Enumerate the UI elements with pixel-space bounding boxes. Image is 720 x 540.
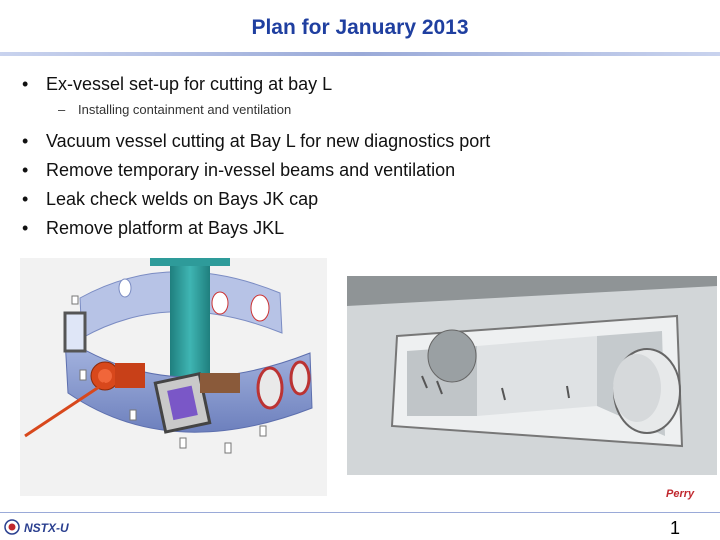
port-cutout-image <box>347 276 717 475</box>
bullet-marker: • <box>22 218 29 238</box>
bullet-marker: • <box>22 160 29 180</box>
bullet-marker: • <box>22 189 29 209</box>
title-divider <box>0 52 720 56</box>
sub-bullet-marker: – <box>58 102 66 117</box>
bullet-text: Leak check welds on Bays JK cap <box>46 189 319 209</box>
port-cutout-drawing <box>347 276 717 475</box>
page-number: 1 <box>670 518 681 538</box>
vessel-cad-drawing <box>20 258 327 496</box>
sub-bullet-text: Installing containment and ventilation <box>78 102 292 117</box>
nstx-logo-icon <box>4 519 20 535</box>
bullet-item <box>22 185 702 214</box>
bullet-item <box>22 156 702 185</box>
vessel-cad-image <box>20 258 327 496</box>
slide-title: Plan for January 2013 <box>251 16 469 39</box>
bullet-marker: • <box>22 131 29 151</box>
bullet-item <box>22 72 702 96</box>
footer-divider <box>0 512 720 513</box>
bullet-text: Vacuum vessel cutting at Bay L for new diagnostics port <box>46 131 491 151</box>
bullet-text: Ex-vessel set-up for cutting at bay L <box>46 74 333 94</box>
bullet-item <box>22 214 702 243</box>
footer-logo-text: NSTX-U <box>24 521 69 535</box>
author-label: Perry <box>666 488 695 500</box>
bullet-marker: • <box>22 74 29 94</box>
bullet-list <box>22 72 702 243</box>
sub-bullet-item <box>22 101 702 119</box>
bullet-item <box>22 127 702 156</box>
bullet-text: Remove platform at Bays JKL <box>46 218 285 238</box>
bullet-text: Remove temporary in-vessel beams and ventilation <box>46 160 456 180</box>
